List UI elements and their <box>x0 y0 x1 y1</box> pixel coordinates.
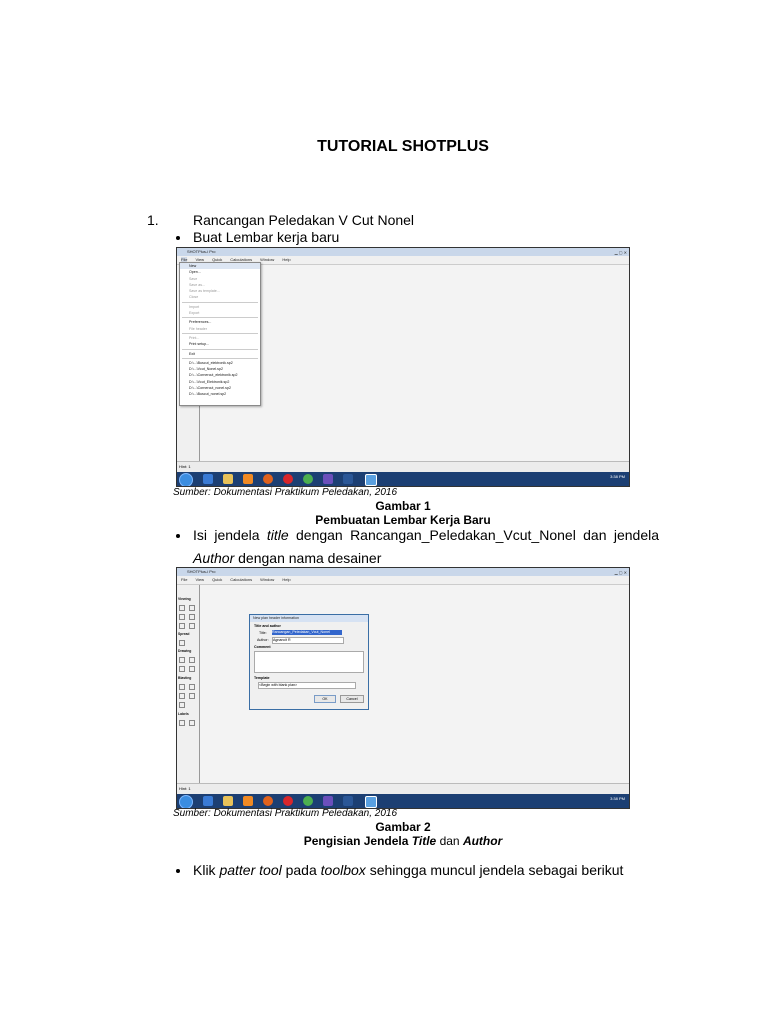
title-label: Title: <box>259 631 267 635</box>
firefox-icon[interactable] <box>263 474 273 484</box>
bullet-dot <box>176 869 180 873</box>
figure-2-number: Gambar 2 <box>375 820 431 834</box>
tool-icon[interactable] <box>189 666 195 672</box>
tool-icon[interactable] <box>189 614 195 620</box>
document-title: TUTORIAL SHOTPLUS <box>317 138 489 155</box>
pattern-tool-icon[interactable] <box>179 640 185 646</box>
explorer-icon[interactable] <box>223 474 233 484</box>
start-button-icon[interactable] <box>179 795 193 809</box>
comment-textarea[interactable] <box>254 651 364 673</box>
cancel-button[interactable]: Cancel <box>340 695 364 703</box>
recent-file-4[interactable]: D:\...\Vcut_Elektronik.sp2 <box>189 379 230 384</box>
recent-file-5[interactable]: D:\...\Cornercut_nonel.sp2 <box>189 386 231 391</box>
status-text: Hint: 1 <box>179 464 191 469</box>
tool-icon[interactable] <box>189 684 195 690</box>
tool-icon[interactable] <box>189 657 195 663</box>
ie-icon[interactable] <box>203 474 213 484</box>
menu-calculations[interactable]: Calculations <box>230 577 253 582</box>
figure-1-title: Pembuatan Lembar Kerja Baru <box>315 513 491 527</box>
tool-icon[interactable] <box>179 720 185 726</box>
template-label: Template <box>254 676 270 680</box>
bullet-dot <box>176 534 180 538</box>
bullet-text: Klik patter tool pada toolbox sehingga muncul jendela sebagai berikut <box>193 862 624 878</box>
menu-view[interactable]: View <box>195 257 205 262</box>
menu-separator <box>182 302 258 303</box>
menu-item-save-template[interactable]: Save as template... <box>189 289 220 294</box>
menu-help[interactable]: Help <box>282 257 291 262</box>
group-label: Title and author <box>254 624 281 628</box>
comment-label: Comment <box>254 645 271 649</box>
toolbox-label-blasting: Blasting <box>178 676 192 680</box>
menu-file[interactable]: File <box>181 577 188 582</box>
screenshot-figure-1 <box>176 247 630 487</box>
app-icon[interactable] <box>323 796 333 806</box>
opera-icon[interactable] <box>283 796 293 806</box>
toolbox <box>177 585 200 784</box>
menu-item-save-as[interactable]: Save as... <box>189 282 205 287</box>
menu-separator <box>182 333 258 334</box>
bullet-text-cont: Author dengan nama desainer <box>193 550 382 566</box>
status-bar <box>177 783 629 794</box>
template-select[interactable]: <Begin with blank plan> <box>258 682 356 689</box>
media-player-icon[interactable] <box>243 796 253 806</box>
tool-icon[interactable] <box>179 657 185 663</box>
tool-icon[interactable] <box>179 614 185 620</box>
file-menu-dropdown <box>179 262 261 406</box>
tool-icon[interactable] <box>179 623 185 629</box>
shotplus-icon[interactable] <box>365 796 377 808</box>
author-label: Author: <box>257 638 269 642</box>
tool-icon[interactable] <box>179 702 185 708</box>
menu-view[interactable]: View <box>195 577 205 582</box>
screenshot-figure-2 <box>176 567 630 809</box>
author-input[interactable]: Agnancit R <box>272 637 344 644</box>
menu-separator <box>182 358 258 359</box>
menu-item-save[interactable]: Save <box>189 276 198 281</box>
tool-icon[interactable] <box>179 684 185 690</box>
menu-item-exit[interactable]: Exit <box>189 351 195 356</box>
tool-icon[interactable] <box>189 693 195 699</box>
chrome-icon[interactable] <box>303 474 313 484</box>
opera-icon[interactable] <box>283 474 293 484</box>
toolbox-label-drawing: Drawing <box>178 649 192 653</box>
shotplus-icon[interactable] <box>365 474 377 486</box>
recent-file-6[interactable]: D:\...\Buscut_nonel.sp2 <box>189 392 227 397</box>
menu-item-open[interactable]: Open... <box>189 270 201 275</box>
toolbox-label-spread: Spread <box>178 632 190 636</box>
ok-button[interactable]: OK <box>314 695 336 703</box>
window-title: SHOTPlus-i Pro <box>187 249 216 254</box>
header-info-dialog <box>249 614 369 710</box>
window-controls[interactable]: ▁ ▢ ✕ <box>614 250 627 255</box>
figure-2-title: Pengisian Jendela Title dan Author <box>303 834 503 848</box>
window-title: SHOTPlus-i Pro <box>187 569 216 574</box>
bullet-text: Isi jendela title dengan Rancangan_Peledakan_Vcut_Nonel dan jendela <box>193 527 660 543</box>
menu-item-preferences[interactable]: Preferences... <box>189 320 212 325</box>
list-number: 1. <box>147 212 159 228</box>
toolbox-label-labels: Labels <box>178 712 189 716</box>
menu-separator <box>182 349 258 350</box>
menu-separator <box>182 317 258 318</box>
ie-icon[interactable] <box>203 796 213 806</box>
bullet-dot <box>176 236 180 240</box>
figure-1-source: Sumber: Dokumentasi Praktikum Peledakan, 2016 <box>173 487 398 498</box>
bullet-text: Buat Lembar kerja baru <box>193 229 340 245</box>
canvas[interactable] <box>200 265 629 462</box>
app-icon[interactable] <box>323 474 333 484</box>
menu-window[interactable]: Window <box>260 577 275 582</box>
window-controls[interactable]: ▁ ▢ ✕ <box>614 570 627 575</box>
tool-icon[interactable] <box>179 693 185 699</box>
dialog-title: New plan header information <box>250 615 368 622</box>
clock: 3:38 PM <box>610 474 625 479</box>
menu-help[interactable]: Help <box>282 577 291 582</box>
menu-item-import[interactable]: Import <box>189 304 200 309</box>
window-titlebar <box>177 248 629 256</box>
status-bar <box>177 461 629 472</box>
taskbar <box>177 472 629 486</box>
tool-icon[interactable] <box>179 605 185 611</box>
menu-item-export[interactable]: Export <box>189 311 200 316</box>
tool-icon[interactable] <box>179 666 185 672</box>
menu-file[interactable]: File <box>181 257 188 262</box>
menu-item-print-setup[interactable]: Print setup... <box>189 342 210 347</box>
media-player-icon[interactable] <box>243 474 253 484</box>
tool-icon[interactable] <box>189 623 195 629</box>
menubar <box>177 576 629 585</box>
tool-icon[interactable] <box>189 605 195 611</box>
title-input[interactable]: Rancangan_Peledakan_Vcut_Nonel <box>272 630 342 635</box>
start-button-icon[interactable] <box>179 473 193 487</box>
tool-icon[interactable] <box>189 720 195 726</box>
clock: 3:38 PM <box>610 796 625 801</box>
firefox-icon[interactable] <box>263 796 273 806</box>
recent-file-3[interactable]: D:\...\Cornercut_elektronik.sp2 <box>189 373 238 378</box>
menu-item-file-header[interactable]: File header <box>189 326 207 331</box>
taskbar <box>177 794 629 808</box>
menu-item-close[interactable]: Close <box>189 295 199 300</box>
status-text: Hint: 1 <box>179 786 191 791</box>
recent-file-2[interactable]: D:\...\Vcut_Nonel.sp2 <box>189 367 223 372</box>
list-item-text: Rancangan Peledakan V Cut Nonel <box>193 212 415 228</box>
explorer-icon[interactable] <box>223 796 233 806</box>
toolbox-label-viewing: Viewing <box>178 597 191 601</box>
menu-item-print[interactable]: Print... <box>189 335 200 340</box>
menu-item-new[interactable]: New <box>180 263 260 269</box>
menu-calculations[interactable]: Calculations <box>230 257 253 262</box>
word-icon[interactable] <box>343 796 353 806</box>
figure-2-source: Sumber: Dokumentasi Praktikum Peledakan, 2016 <box>173 808 398 819</box>
figure-1-number: Gambar 1 <box>375 499 431 513</box>
chrome-icon[interactable] <box>303 796 313 806</box>
menu-quick[interactable]: Quick <box>212 257 223 262</box>
window-titlebar <box>177 568 629 576</box>
word-icon[interactable] <box>343 474 353 484</box>
menu-quick[interactable]: Quick <box>212 577 223 582</box>
recent-file-1[interactable]: D:\...\Buscut_elektronik.sp2 <box>189 360 233 365</box>
menu-window[interactable]: Window <box>260 257 275 262</box>
